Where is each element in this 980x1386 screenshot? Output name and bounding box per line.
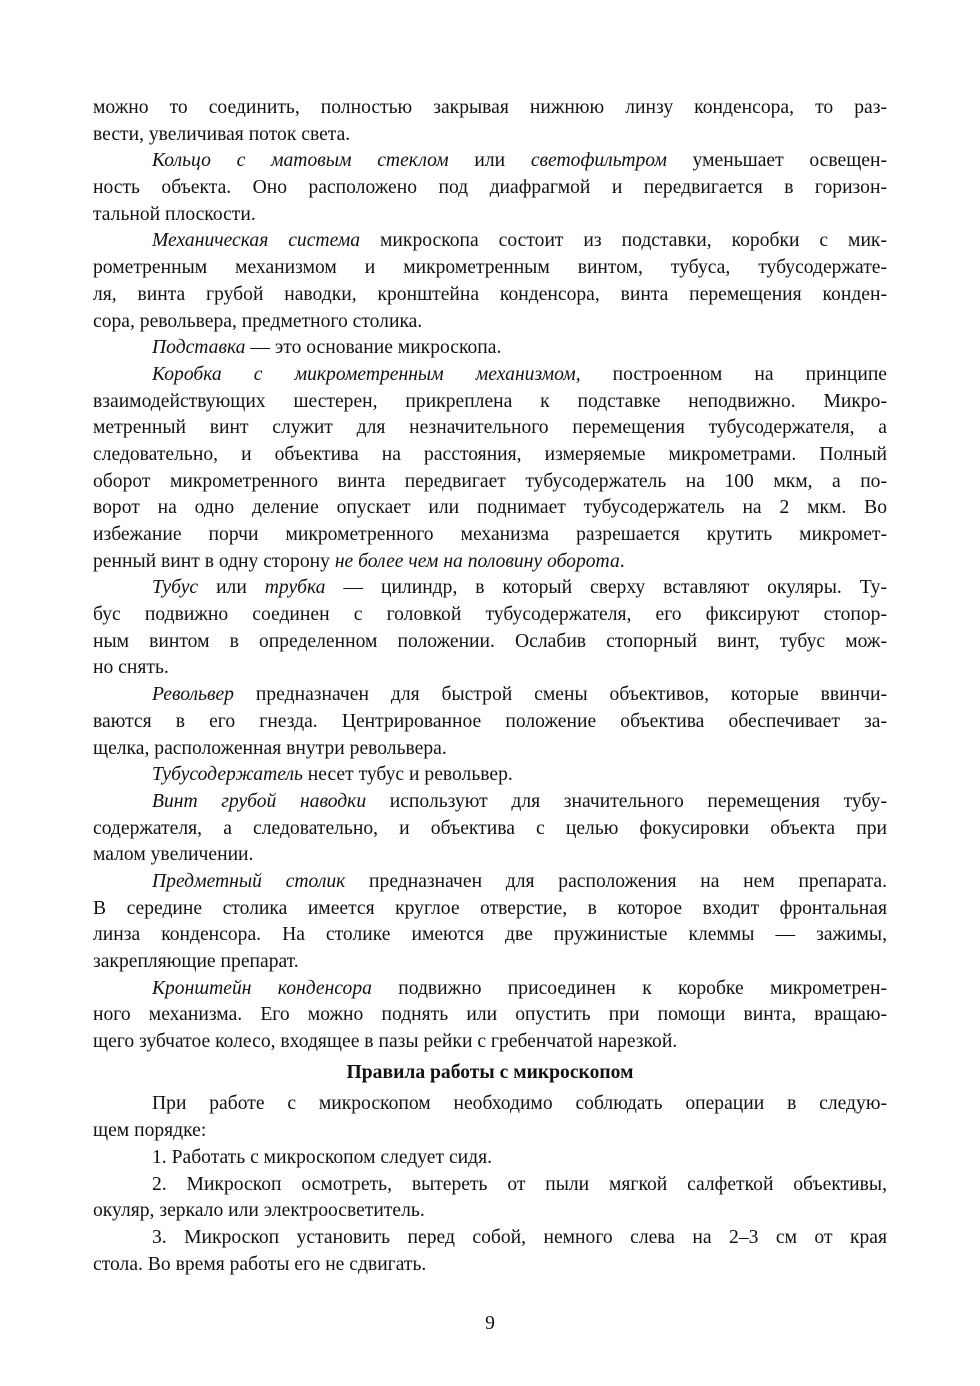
- text-line: [93, 362, 887, 389]
- text-run: , построенном на принципе: [575, 363, 887, 385]
- text-line: [93, 255, 887, 282]
- text-line: [93, 309, 887, 336]
- text-line: [93, 1198, 887, 1225]
- text-run: закрепляющие препарат.: [93, 951, 299, 972]
- paragraph: [93, 575, 887, 682]
- text-line: [93, 549, 887, 576]
- text-line: [93, 789, 887, 816]
- text-line: [93, 335, 887, 362]
- text-line: [93, 1091, 887, 1118]
- text-line: [93, 869, 887, 896]
- text-run: метренный винт служит для незначительного перемещения тубусодержателя, а: [93, 417, 887, 439]
- text-line: [93, 1002, 887, 1029]
- text-line: [93, 1172, 887, 1199]
- text-run: рометренным механизмом и микрометренным винтом, тубуса, тубусодержате-: [93, 257, 887, 279]
- italic-term: Кольцо с матовым стеклом: [152, 150, 449, 172]
- text-run: взаимодействующих шестерен, прикреплена к подставке неподвижно. Микро-: [93, 390, 887, 412]
- italic-term: светофильтром: [530, 150, 667, 172]
- paragraph: [93, 869, 887, 976]
- text-run: В середине столика имеется круглое отверстие, в которое входит фронтальная: [93, 897, 887, 919]
- text-run: используют для значительного перемещения тубу-: [366, 790, 887, 812]
- text-run: бус подвижно соединен с головкой тубусодержателя, его фиксируют стопор-: [93, 604, 887, 626]
- text-run: сора, револьвера, предметного столика.: [93, 310, 423, 332]
- italic-term: Механическая система: [152, 230, 361, 252]
- text-line: [93, 629, 887, 656]
- text-run: микроскопа состоит из подставки, коробки с мик-: [360, 230, 887, 252]
- paragraph: [93, 1172, 887, 1225]
- text-run: ренный винт в одну сторону: [93, 550, 335, 572]
- text-run: но снять.: [93, 657, 169, 679]
- text-line: [93, 175, 887, 202]
- text-run: При работе с микроскопом необходимо соблюдать операции в следую-: [152, 1093, 887, 1115]
- text-line: [93, 415, 887, 442]
- text-run: подвижно присоединен к коробке микрометрен-: [371, 977, 888, 999]
- text-run: следовательно, и объектива на расстояния, измеряемые микрометрами. Полный: [93, 443, 887, 465]
- text-run: — цилиндр, в который сверху вставляют окуляры. Ту-: [325, 577, 888, 599]
- text-run: линза конденсора. На столике имеются две пружинистые клеммы — зажимы,: [93, 924, 887, 946]
- text-line: [93, 1252, 887, 1279]
- paragraph: [93, 682, 887, 762]
- paragraph: [93, 1091, 887, 1144]
- text-line: [93, 148, 887, 175]
- italic-term: Винт грубой наводки: [152, 790, 367, 812]
- paragraph: [93, 1225, 887, 1278]
- text-line: [93, 682, 887, 709]
- italic-term: трубка: [264, 577, 326, 599]
- text-run: содержателя, а следовательно, и объектива с целью фокусировки объекта при: [93, 817, 887, 839]
- text-line: [93, 922, 887, 949]
- paragraph: [93, 789, 887, 869]
- text-line: [93, 976, 887, 1003]
- text-run: ность объекта. Оно расположено под диафрагмой и передвигается в горизон-: [93, 177, 887, 199]
- text-run: ным винтом в определенном положении. Ослабив стопорный винт, тубус мож-: [93, 630, 887, 652]
- text-run: несет тубус и револьвер.: [302, 764, 513, 786]
- page-number: 9: [485, 1313, 495, 1334]
- text-run: ворот на одно деление опускает или поднимает тубусодержатель на 2 мкм. Во: [93, 497, 887, 519]
- italic-term: Коробка с микрометренным механизмом: [152, 363, 576, 385]
- italic-term: не более чем на половину оборота: [334, 550, 620, 572]
- text-run: или: [198, 577, 265, 599]
- text-run: — это основание микроскопа.: [245, 337, 502, 359]
- italic-term: Кронштейн конденсора: [152, 977, 372, 999]
- text-run: 3. Микроскоп установить перед собой, немного слева на 2–3 см от края: [152, 1226, 887, 1248]
- text-line: [93, 655, 887, 682]
- text-line: [93, 122, 887, 149]
- paragraph: [93, 362, 887, 576]
- page-body: [93, 95, 887, 1278]
- text-line: [93, 95, 887, 122]
- text-run: можно то соединить, полностью закрывая нижнюю линзу конденсора, то раз-: [93, 97, 887, 118]
- text-run: ваются в его гнезда. Центрированное положение объектива обеспечивает за-: [93, 710, 887, 732]
- text-line: [93, 389, 887, 416]
- text-run: или: [448, 150, 531, 172]
- paragraph: [93, 228, 887, 335]
- text-line: [93, 709, 887, 736]
- paragraph: [93, 148, 887, 228]
- text-run: щем порядке:: [93, 1120, 207, 1142]
- text-line: [93, 469, 887, 496]
- paragraph: [93, 976, 887, 1056]
- text-line: [93, 816, 887, 843]
- text-line: [93, 1225, 887, 1252]
- text-run: 2. Микроскоп осмотреть, вытереть от пыли мягкой салфеткой объективы,: [152, 1173, 887, 1195]
- text-line: [93, 442, 887, 469]
- text-run: избежание порчи микрометренного механизма разрешается крутить микромет-: [93, 524, 887, 545]
- text-run: щелка, расположенная внутри револьвера.: [93, 737, 447, 759]
- text-run: предназначен для быстрой смены объективов, которые ввинчи-: [233, 684, 887, 706]
- paragraph: [93, 762, 887, 789]
- text-run: оборот микрометренного винта передвигает тубусодержатель на 100 мкм, а по-: [93, 470, 887, 492]
- text-run: стола. Во время работы его не сдвигать.: [93, 1253, 427, 1275]
- section-heading: Правила работы с микроскопом: [346, 1061, 634, 1083]
- italic-term: Подставка: [152, 337, 246, 359]
- text-line: [93, 495, 887, 522]
- italic-term: Предметный столик: [152, 870, 346, 892]
- italic-term: Револьвер: [152, 684, 234, 706]
- text-line: [93, 202, 887, 229]
- paragraph: [93, 95, 887, 148]
- text-line: [93, 575, 887, 602]
- text-line: [93, 762, 887, 789]
- text-line: [93, 602, 887, 629]
- text-run: ля, винта грубой наводки, кронштейна конденсора, винта перемещения конден-: [93, 283, 887, 305]
- text-line: [93, 736, 887, 763]
- text-run: щего зубчатое колесо, входящее в пазы рейки с гребенчатой нарезкой.: [93, 1031, 678, 1053]
- text-run: тальной плоскости.: [93, 203, 256, 225]
- text-run: вести, увеличивая поток света.: [93, 123, 351, 145]
- text-run: малом увеличении.: [93, 844, 254, 866]
- text-run: ного механизма. Его можно поднять или опустить при помощи винта, вращаю-: [93, 1004, 887, 1026]
- paragraph: [93, 335, 887, 362]
- text-line: [93, 842, 887, 869]
- text-line: [93, 896, 887, 923]
- text-run: предназначен для расположения на нем препарата.: [345, 870, 887, 892]
- text-line: [93, 1145, 887, 1172]
- italic-term: Тубусодержатель: [152, 764, 303, 786]
- text-line: [93, 1118, 887, 1145]
- text-run: окуляр, зеркало или электроосветитель.: [93, 1200, 425, 1222]
- text-line: [93, 228, 887, 255]
- text-line: [93, 1029, 887, 1056]
- text-run: .: [619, 550, 625, 572]
- italic-term: Тубус: [152, 577, 199, 599]
- text-line: [93, 282, 887, 309]
- text-run: 1. Работать с микроскопом следует сидя.: [152, 1146, 493, 1168]
- text-line: [93, 522, 887, 549]
- text-line: [93, 949, 887, 976]
- text-run: уменьшает освещен-: [666, 150, 887, 172]
- paragraph: [93, 1145, 887, 1172]
